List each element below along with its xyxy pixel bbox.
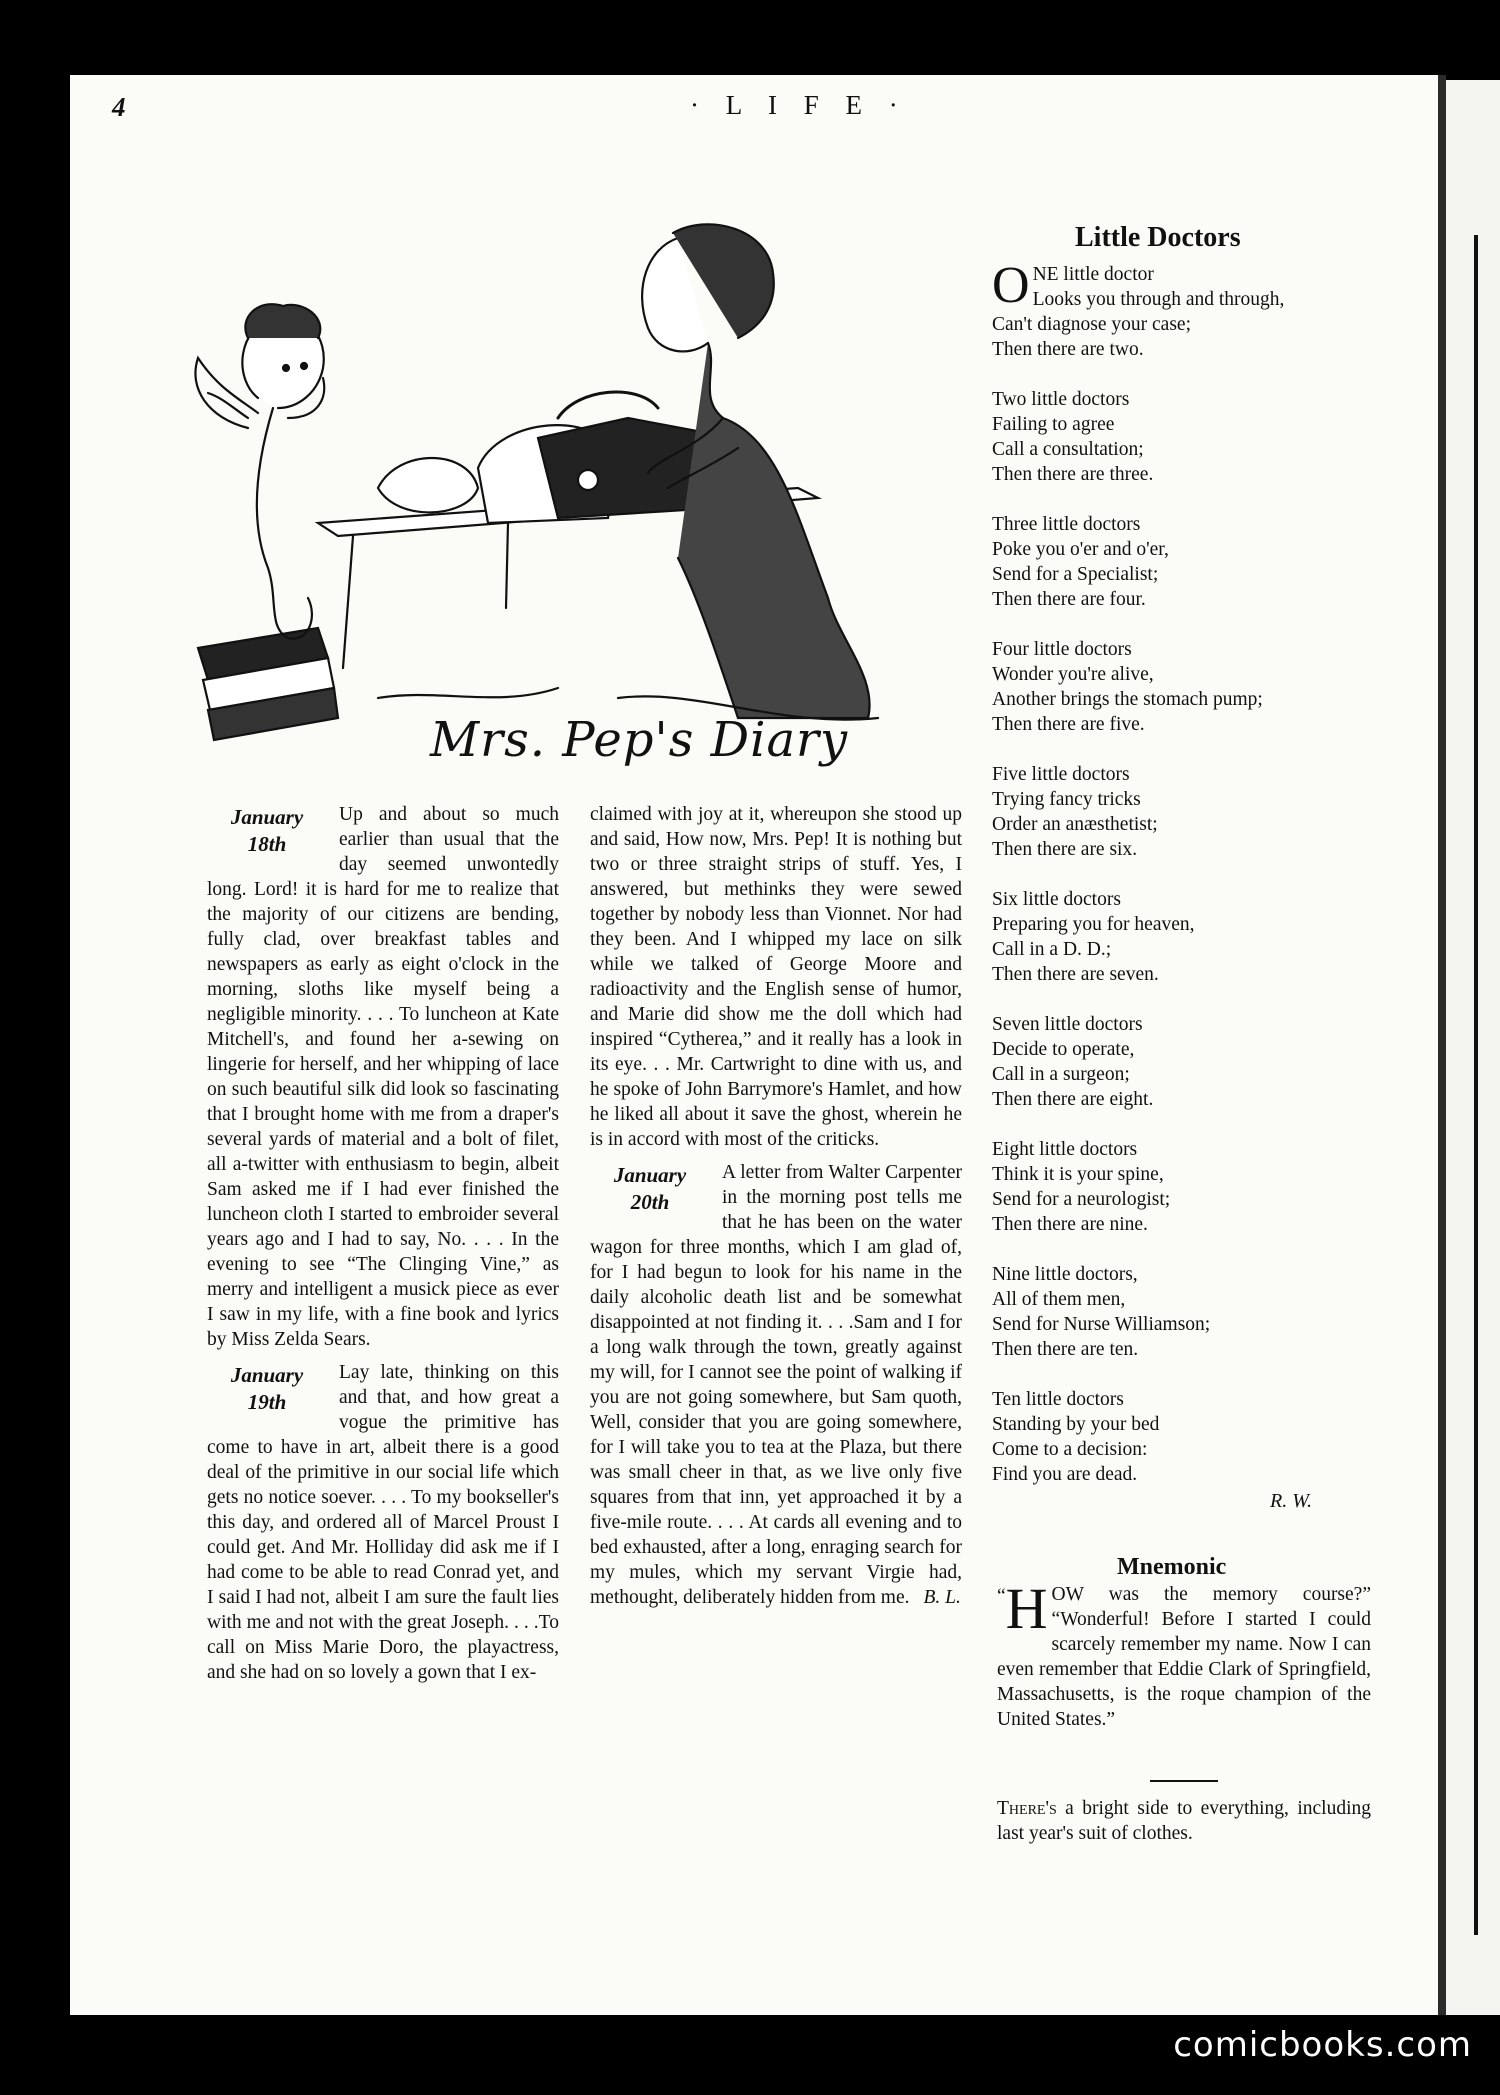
poem-line: Then there are eight. (992, 1089, 1154, 1110)
diary-entry (207, 1360, 559, 1685)
poem-dropcap: O (992, 257, 1030, 314)
poem-line: Then there are six. (992, 839, 1138, 860)
entry-text: Up and about so much earlier than usual that the day seemed unwontedly long. Lord! it is hard for me to realize that the majority of our citizens are bending, fully clad, over breakfast tables and newspapers as early as eight o'clock in the morning, sloths like myself being a negligible minority. . . . To luncheon at Kate Mitchell's, and found her a-sewing on lingerie for herself, and her whipping of lace on such beautiful silk did look so fascinating that I brought home with me from a draper's several yards of material and a bolt of filet, all a-twitter with enthusiasm to begin, albeit Sam asked me if I had ever finished the luncheon cloth I started to embroider several years ago and I had to say, No. . . . In the evening to see “The Clinging Vine,” as merry and intelligent a musick piece as ever I saw in my life, with a fine book and lyrics by Miss Zelda Sears. (207, 804, 559, 1350)
poem-line: Call in a surgeon; (992, 1064, 1130, 1085)
section-divider (1150, 1780, 1218, 1782)
diary-signature: B. L. (923, 1587, 961, 1608)
mnemonic-body (997, 1576, 1371, 1732)
diary-entry (590, 1160, 962, 1610)
poem-line: Two little doctors (992, 389, 1130, 410)
mnemonic-text: OW was the memory course?” “Wonderful! Before I started I could scarcely remember my name. Now I can even remember that Eddie Clark of Springfield, Massachusetts, is the roque champion of the United States.” (997, 1584, 1371, 1730)
diary-column-2 (590, 802, 962, 1614)
poem-line: Five little doctors (992, 764, 1130, 785)
poem-line: Preparing you for heaven, (992, 914, 1195, 935)
poem-line: Order an anæsthetist; (992, 814, 1158, 835)
poem-line: Looks you through and through, (1032, 289, 1285, 310)
poem-line: Then there are ten. (992, 1339, 1139, 1360)
poem-stanza (992, 637, 1382, 737)
entry-date-day: 19th (247, 1390, 287, 1414)
poem-signature: R. W. (1270, 1490, 1313, 1512)
poem-line: Six little doctors (992, 889, 1121, 910)
poem-line: NE little doctor (1032, 264, 1154, 285)
entry-text-body: A letter from Walter Carpenter in the morning post tells me that he has been on the water wagon for three months, which I am glad of, for I had begun to look for his name in the daily alcoholic death list and be somewhat disappointed at not finding it. . . .Sam and I for a long walk through the town, greatly against my will, for I cannot see the point of walking if you are not going somewhere, but Sam quoth, Well, consider that you are going somewhere, for I will take you to tea at the Plaza, but there was small cheer in that, as we live only five squares from that inn, yet approached it by a five-mile route. . . . At cards all evening and to bed exhausted, after a long, enraging search for my mules, which my servant Virgie had, methought, deliberately hidden from me. (590, 1162, 962, 1608)
poem-line: Send for Nurse Williamson; (992, 1314, 1211, 1335)
cupid-typewriter-illustration (178, 218, 968, 778)
watermark: comicbooks.com (1173, 2025, 1472, 2065)
entry-date-month: January (230, 805, 304, 829)
entry-date (207, 1362, 327, 1414)
mnemonic-dropcap: H (1005, 1576, 1048, 1641)
poem-stanza (992, 1387, 1382, 1487)
entry-date (590, 1162, 710, 1214)
poem-stanza (992, 512, 1382, 612)
poem-stanza (992, 257, 1382, 362)
poem-line: All of them men, (992, 1289, 1126, 1310)
poem-line: Then there are nine. (992, 1214, 1148, 1235)
poem-line: Wonder you're alive, (992, 664, 1154, 685)
poem-line: Seven little doctors (992, 1014, 1143, 1035)
poem-stanza (992, 1262, 1382, 1362)
poem-line: Eight little doctors (992, 1139, 1138, 1160)
poem-body (992, 257, 1382, 1512)
poem-stanza (992, 1012, 1382, 1112)
poem-line: Come to a decision: (992, 1439, 1148, 1460)
bright-side-paragraph (997, 1796, 1371, 1846)
poem-stanza (992, 1137, 1382, 1237)
poem-line: Four little doctors (992, 639, 1132, 660)
entry-text (590, 1160, 962, 1610)
entry-date-day: 20th (630, 1190, 670, 1214)
entry-text-continued: claimed with joy at it, whereupon she stood up and said, How now, Mrs. Pep! It is nothing but two or three straight strips of stuff. Yes, I answered, but methinks they were sewed together by nobody less than Vionnet. Nor had they been. And I whipped my lace on silk while we talked of George Moore and radioactivity and the English sense of humor, and Marie did show me the doll which had inspired “Cytherea,” and it really has a look in its eye. . . Mr. Cartwright to dine with us, and he spoke of John Barrymore's Hamlet, and how he liked all about it save the ghost, wherein he is in accord with most of the criticks. (590, 804, 962, 1150)
poem-line: Then there are three. (992, 464, 1154, 485)
poem-stanza (992, 762, 1382, 862)
poem-line: Then there are five. (992, 714, 1145, 735)
poem-line: Then there are four. (992, 589, 1146, 610)
poem-line: Failing to agree (992, 414, 1115, 435)
poem-line: Call in a D. D.; (992, 939, 1112, 960)
poem-line: Decide to operate, (992, 1039, 1135, 1060)
mnemonic-open-quote: “ (997, 1586, 1006, 1607)
mnemonic-title: Mnemonic (1117, 1554, 1227, 1580)
diary-entry (207, 802, 559, 1352)
poem-title: Little Doctors (1075, 222, 1241, 253)
poem-line: Then there are seven. (992, 964, 1159, 985)
page-gutter (1438, 75, 1446, 2015)
bright-side-lead: There's (997, 1798, 1057, 1819)
entry-text: Lay late, thinking on this and that, and how great a vogue the primitive has come to have in art, albeit there is a good deal of the primitive in our social life which gets no notice soever. . . . To my bookseller's this day, and ordered all of Marcel Proust I could get. And Mr. Holliday did ask me if I had come to be able to read Conrad yet, and I said I had not, albeit I am sure the fault lies with me and not with the great Joseph. . . .To call on Miss Marie Doro, the playactress, and she had on so lovely a gown that I ex- (207, 1362, 559, 1683)
diary-title: Mrs. Pep's Diary (430, 712, 849, 768)
poem-line: Then there are two. (992, 339, 1144, 360)
masthead: · L I F E · (690, 90, 908, 120)
entry-date (207, 804, 327, 856)
poem-line: Another brings the stomach pump; (992, 689, 1263, 710)
poem-line: Three little doctors (992, 514, 1141, 535)
adjacent-page-edge (1446, 80, 1500, 2015)
entry-date-day: 18th (247, 832, 287, 856)
poem-line: Ten little doctors (992, 1389, 1124, 1410)
poem-line: Send for a neurologist; (992, 1189, 1171, 1210)
poem-line: Find you are dead. (992, 1464, 1138, 1485)
poem-line: Nine little doctors, (992, 1264, 1138, 1285)
poem-line: Think it is your spine, (992, 1164, 1164, 1185)
poem-stanza (992, 887, 1382, 987)
bright-side-text: a bright side to everything, including last year's suit of clothes. (997, 1798, 1371, 1844)
poem-line: Trying fancy tricks (992, 789, 1141, 810)
entry-date-month: January (230, 1363, 304, 1387)
poem-line: Standing by your bed (992, 1414, 1160, 1435)
poem-line: Call a consultation; (992, 439, 1144, 460)
entry-date-month: January (613, 1163, 687, 1187)
page-number: 4 (112, 92, 126, 122)
diary-column-1 (207, 802, 559, 1689)
poem-line: Send for a Specialist; (992, 564, 1159, 585)
poem-line: Can't diagnose your case; (992, 314, 1191, 335)
poem-line: Poke you o'er and o'er, (992, 539, 1169, 560)
poem-stanza (992, 387, 1382, 487)
